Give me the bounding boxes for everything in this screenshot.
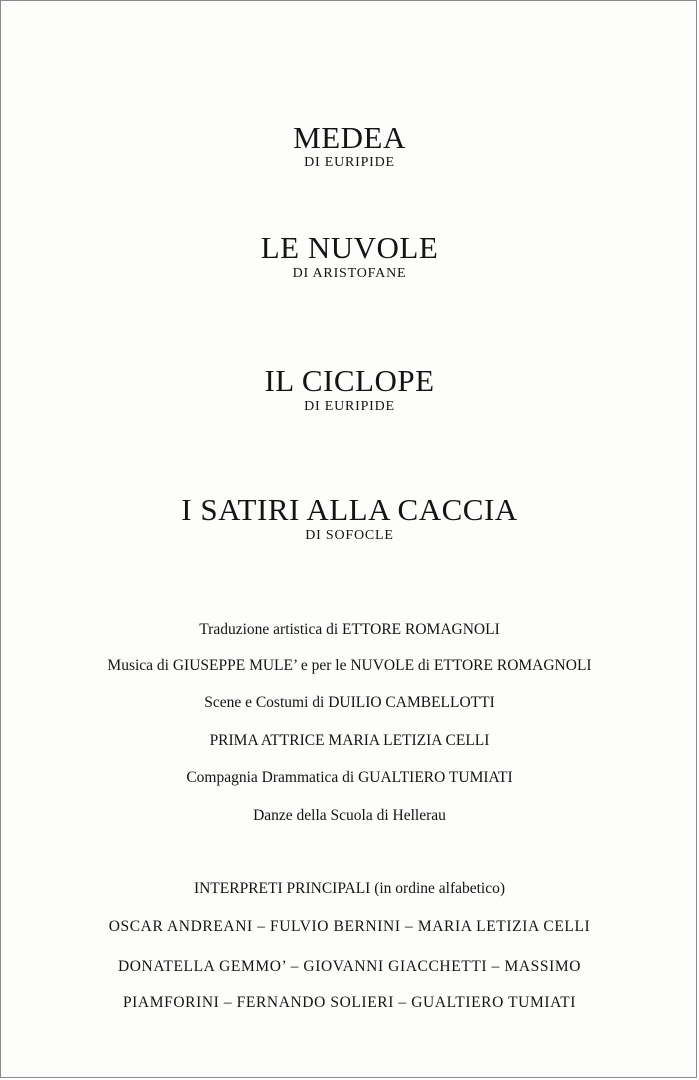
play-title-il-ciclope: IL CICLOPE (264, 363, 435, 398)
cast-heading: INTERPRETI PRINCIPALI (in ordine alfabetico) (193, 880, 506, 897)
play-author-le-nuvole: DI ARISTOFANE (292, 266, 407, 281)
play-author-medea: DI EURIPIDE (304, 155, 395, 170)
credit-lead-actress: PRIMA ATTRICE MARIA LETIZIA CELLI (209, 732, 490, 749)
credit-music: Musica di GIUSEPPE MULE’ e per le NUVOLE di ETTORE ROMAGNOLI (107, 657, 592, 674)
cast-line: OSCAR ANDREANI – FULVIO BERNINI – MARIA LETIZIA CELLI (108, 918, 591, 935)
cast-line: PIAMFORINI – FERNANDO SOLIERI – GUALTIERO TUMIATI (122, 994, 577, 1011)
credit-scenes-costumes: Scene e Costumi di DUILIO CAMBELLOTTI (204, 694, 495, 711)
play-title-i-satiri: I SATIRI ALLA CACCIA (181, 492, 518, 527)
credit-company: Compagnia Drammatica di GUALTIERO TUMIATI (186, 769, 513, 786)
credit-dances: Danze della Scuola di Hellerau (253, 807, 446, 824)
play-author-il-ciclope: DI EURIPIDE (304, 399, 395, 414)
cast-line: DONATELLA GEMMO’ – GIOVANNI GIACCHETTI – MASSIMO (117, 958, 582, 975)
play-author-i-satiri: DI SOFOCLE (305, 528, 394, 543)
play-title-le-nuvole: LE NUVOLE (260, 230, 439, 265)
play-title-medea: MEDEA (293, 120, 406, 155)
credit-translation: Traduzione artistica di ETTORE ROMAGNOLI (199, 621, 500, 638)
